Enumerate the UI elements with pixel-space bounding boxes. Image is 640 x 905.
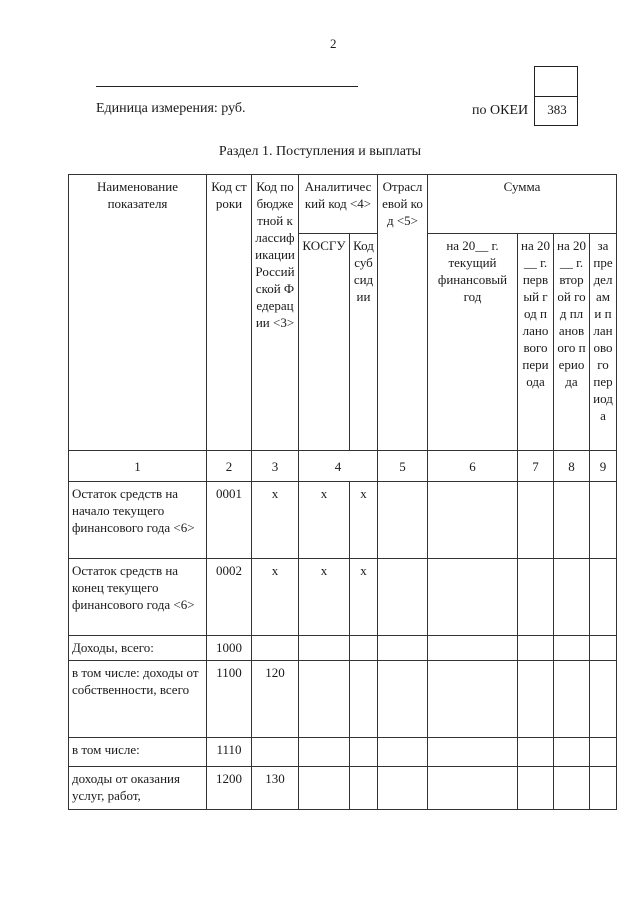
row-budget-code: x [252, 482, 299, 559]
row-sum-current [428, 559, 518, 636]
row-sum-first [518, 767, 554, 810]
header-second-year: на 20__ г. второй год планового периода [554, 234, 590, 451]
row-kosgu [299, 738, 350, 767]
row-sum-first [518, 636, 554, 661]
row-name: доходы от оказания услуг, работ, [69, 767, 207, 810]
row-budget-code: 120 [252, 661, 299, 738]
row-sector-code [378, 738, 428, 767]
table-row [69, 738, 617, 767]
row-sum-beyond [590, 482, 617, 559]
row-sector-code [378, 559, 428, 636]
row-code: 1100 [207, 661, 252, 738]
header-first-year: на 20__ г. первый год планового периода [518, 234, 554, 451]
row-sum-beyond [590, 636, 617, 661]
row-sum-current [428, 767, 518, 810]
okei-code: 383 [547, 102, 567, 117]
header-kosgu: КОСГУ [299, 234, 350, 451]
column-number-row [69, 451, 617, 482]
row-code: 1110 [207, 738, 252, 767]
okei-box-divider [535, 96, 577, 97]
row-sum-current [428, 661, 518, 738]
row-sum-second [554, 482, 590, 559]
row-subsidy-code [350, 738, 378, 767]
page-number: 2 [330, 36, 337, 51]
row-budget-code [252, 738, 299, 767]
row-sector-code [378, 767, 428, 810]
header-name: Наименование показателя [69, 175, 207, 451]
row-sum-first [518, 661, 554, 738]
column-number: 2 [207, 451, 252, 482]
row-kosgu [299, 636, 350, 661]
row-sum-second [554, 559, 590, 636]
row-sum-beyond [590, 661, 617, 738]
row-name: Остаток средств на начало текущего финансового года <6> [69, 482, 207, 559]
row-subsidy-code [350, 767, 378, 810]
header-budget-code: Код по бюджетной классификации Российской Федерации <3> [252, 175, 299, 451]
row-sum-current [428, 482, 518, 559]
section-title: Раздел 1. Поступления и выплаты [218, 144, 422, 159]
header-sector-code: Отраслевой код <5> [378, 175, 428, 451]
table-row [69, 559, 617, 636]
column-number: 5 [378, 451, 428, 482]
row-subsidy-code: x [350, 559, 378, 636]
header-row-1 [69, 175, 617, 234]
okei-code-box [534, 66, 578, 126]
column-number: 9 [590, 451, 617, 482]
row-name: в том числе: доходы от собственности, всего [69, 661, 207, 738]
row-sum-second [554, 636, 590, 661]
column-number: 3 [252, 451, 299, 482]
header-analytic-code: Аналитический код <4> [299, 175, 378, 234]
table-row [69, 482, 617, 559]
row-sum-beyond [590, 738, 617, 767]
row-name: в том числе: [69, 738, 207, 767]
table-row [69, 767, 617, 810]
row-subsidy-code [350, 661, 378, 738]
column-number: 6 [428, 451, 518, 482]
row-code: 0001 [207, 482, 252, 559]
row-budget-code: x [252, 559, 299, 636]
unit-label: Единица измерения: руб. [96, 101, 246, 116]
row-code: 1000 [207, 636, 252, 661]
row-sum-beyond [590, 559, 617, 636]
header-sum: Сумма [428, 175, 617, 234]
receipts-payments-table [68, 174, 617, 810]
header-current-year: на 20__ г. текущий финансовый год [428, 234, 518, 451]
row-kosgu [299, 661, 350, 738]
header-subsidy-code: Код субсидии [350, 234, 378, 451]
row-code: 1200 [207, 767, 252, 810]
column-number: 4 [299, 451, 378, 482]
row-sector-code [378, 482, 428, 559]
signature-line [96, 86, 358, 87]
row-sum-current [428, 636, 518, 661]
column-number: 7 [518, 451, 554, 482]
row-budget-code [252, 636, 299, 661]
row-code: 0002 [207, 559, 252, 636]
row-kosgu: x [299, 482, 350, 559]
row-sum-current [428, 738, 518, 767]
row-name: Остаток средств на конец текущего финансового года <6> [69, 559, 207, 636]
header-line-code: Код строки [207, 175, 252, 451]
row-sum-beyond [590, 767, 617, 810]
row-budget-code: 130 [252, 767, 299, 810]
column-number: 8 [554, 451, 590, 482]
header-beyond-period: за пределами планового периода [590, 234, 617, 451]
table-row [69, 636, 617, 661]
row-sum-first [518, 559, 554, 636]
row-subsidy-code: x [350, 482, 378, 559]
row-sum-second [554, 738, 590, 767]
table-row [69, 661, 617, 738]
column-number: 1 [69, 451, 207, 482]
row-sum-first [518, 738, 554, 767]
row-sector-code [378, 661, 428, 738]
row-subsidy-code [350, 636, 378, 661]
row-sum-second [554, 661, 590, 738]
row-kosgu [299, 767, 350, 810]
row-sum-second [554, 767, 590, 810]
okei-label: по ОКЕИ [472, 103, 529, 118]
row-kosgu: x [299, 559, 350, 636]
row-sum-first [518, 482, 554, 559]
row-sector-code [378, 636, 428, 661]
row-name: Доходы, всего: [69, 636, 207, 661]
